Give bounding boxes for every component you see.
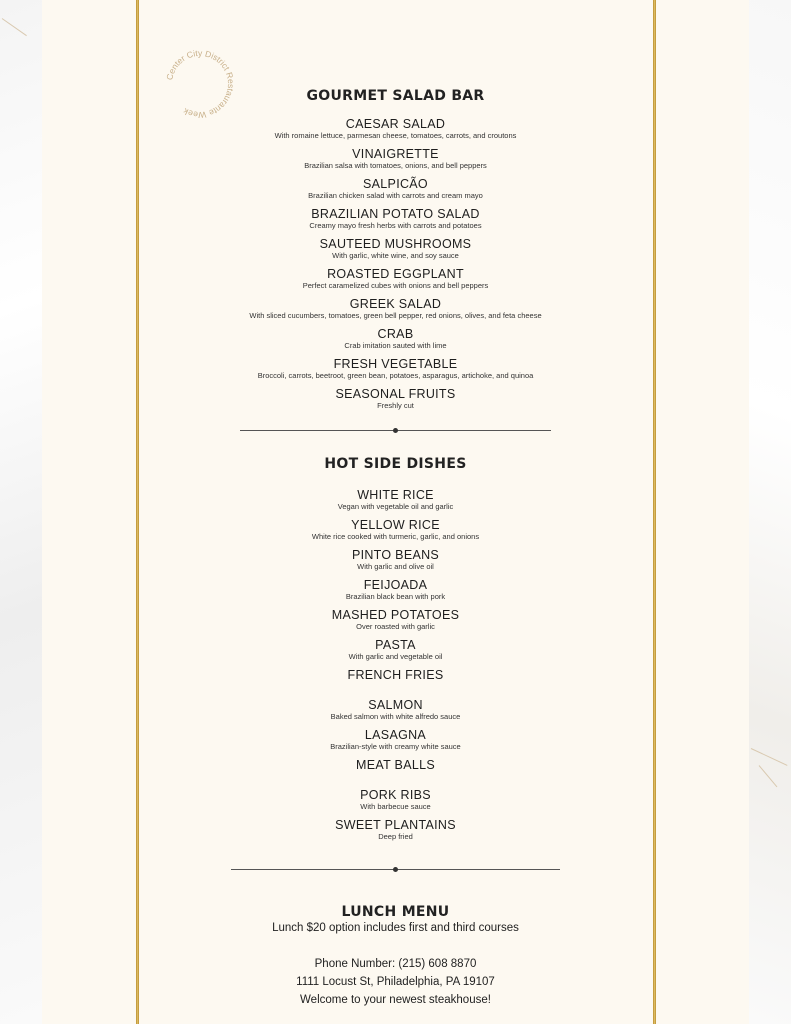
menu-item-description: Crab imitation sauted with lime [344, 341, 447, 350]
menu-item [0, 609, 791, 631]
menu-item-name: BRAZILIAN POTATO SALAD [311, 207, 480, 221]
menu-item-description: Baked salmon with white alfredo sauce [330, 712, 461, 721]
menu-item [0, 148, 791, 170]
menu-item-name: ROASTED EGGPLANT [327, 267, 464, 281]
menu-item [0, 669, 791, 682]
menu-item-description: With garlic and vegetable oil [348, 652, 443, 661]
hot-sides-title: HOT SIDE DISHES [324, 456, 467, 472]
menu-item-description: Creamy mayo fresh herbs with carrots and potatoes [309, 221, 482, 230]
menu-item-name: WHITE RICE [357, 488, 434, 502]
menu-item [0, 268, 791, 290]
restaurant-week-stamp [160, 44, 240, 124]
menu-item [0, 118, 791, 140]
menu-item-name: PINTO BEANS [351, 548, 440, 562]
menu-item-name: VINAIGRETTE [352, 147, 439, 161]
menu-item [0, 519, 791, 541]
menu-item-description: With garlic, white wine, and soy sauce [332, 251, 459, 260]
menu-item-description: Brazilian salsa with tomatoes, onions, and bell peppers [304, 161, 487, 170]
menu-item [0, 388, 791, 410]
marble-vein [2, 18, 27, 36]
menu-item-description: With garlic and olive oil [357, 562, 434, 571]
menu-item-name: SWEET PLANTAINS [335, 818, 456, 832]
divider-dot [393, 428, 398, 433]
menu-item-name: SALMON [368, 698, 423, 712]
menu-item-name: YELLOW RICE [351, 518, 440, 532]
menu-item-name: CAESAR SALAD [345, 117, 446, 131]
address: 1111 Locust St, Philadelphia, PA 19107 [296, 976, 495, 988]
menu-item-description: Freshly cut [377, 401, 414, 410]
menu-item [0, 729, 791, 751]
menu-item [0, 358, 791, 380]
menu-item-description: Brazilian chicken salad with carrots and cream mayo [308, 191, 483, 200]
tagline: Welcome to your newest steakhouse! [300, 994, 491, 1006]
menu-item [0, 699, 791, 721]
lunch-menu-title: LUNCH MENU [341, 904, 450, 920]
menu-item-description: Perfect caramelized cubes with onions and bell peppers [302, 281, 489, 290]
stamp-text: Center City District Restaurante Week [164, 47, 237, 121]
menu-item-name: LASAGNA [364, 728, 427, 742]
lunch-subtitle: Lunch $20 option includes first and third courses [272, 922, 519, 934]
menu-item [0, 238, 791, 260]
menu-item-name: FRENCH FRIES [347, 668, 444, 682]
menu-item [0, 759, 791, 772]
salad-bar-title: GOURMET SALAD BAR [306, 88, 485, 104]
menu-item-description: With romaine lettuce, parmesan cheese, tomatoes, carrots, and croutons [274, 131, 517, 140]
menu-item [0, 298, 791, 320]
menu-item-description: White rice cooked with turmeric, garlic, and onions [311, 532, 480, 541]
menu-item-name: MEAT BALLS [356, 758, 435, 772]
menu-item-name: CRAB [377, 327, 414, 341]
menu-item-name: GREEK SALAD [349, 297, 442, 311]
menu-item [0, 178, 791, 200]
menu-item-description: Broccoli, carrots, beetroot, green bean, potatoes, asparagus, artichoke, and quinoa [257, 371, 534, 380]
menu-item-description: With barbecue sauce [360, 802, 431, 811]
menu-item [0, 489, 791, 511]
menu-item-description: Deep fried [378, 832, 413, 841]
menu-item [0, 639, 791, 661]
menu-item-name: SEASONAL FRUITS [335, 387, 456, 401]
menu-item-name: SAUTEED MUSHROOMS [319, 237, 472, 251]
menu-item-description: With sliced cucumbers, tomatoes, green bell pepper, red onions, olives, and feta cheese [249, 311, 542, 320]
menu-item [0, 789, 791, 811]
menu-item-name: MASHED POTATOES [331, 608, 460, 622]
menu-item [0, 208, 791, 230]
phone-number: Phone Number: (215) 608 8870 [314, 958, 477, 970]
menu-item-description: Brazilian black bean with pork [345, 592, 446, 601]
menu-item-name: PASTA [375, 638, 416, 652]
menu-item [0, 328, 791, 350]
menu-item-name: SALPICÃO [363, 177, 428, 191]
menu-item-description: Vegan with vegetable oil and garlic [337, 502, 454, 511]
menu-item-name: PORK RIBS [360, 788, 431, 802]
menu-item-name: FEIJOADA [363, 578, 428, 592]
divider-dot [393, 867, 398, 872]
menu-item-description: Over roasted with garlic [356, 622, 435, 631]
menu-item-name: FRESH VEGETABLE [333, 357, 458, 371]
menu-item [0, 549, 791, 571]
menu-item [0, 579, 791, 601]
menu-item [0, 819, 791, 841]
menu-item-description: Brazilian-style with creamy white sauce [330, 742, 461, 751]
